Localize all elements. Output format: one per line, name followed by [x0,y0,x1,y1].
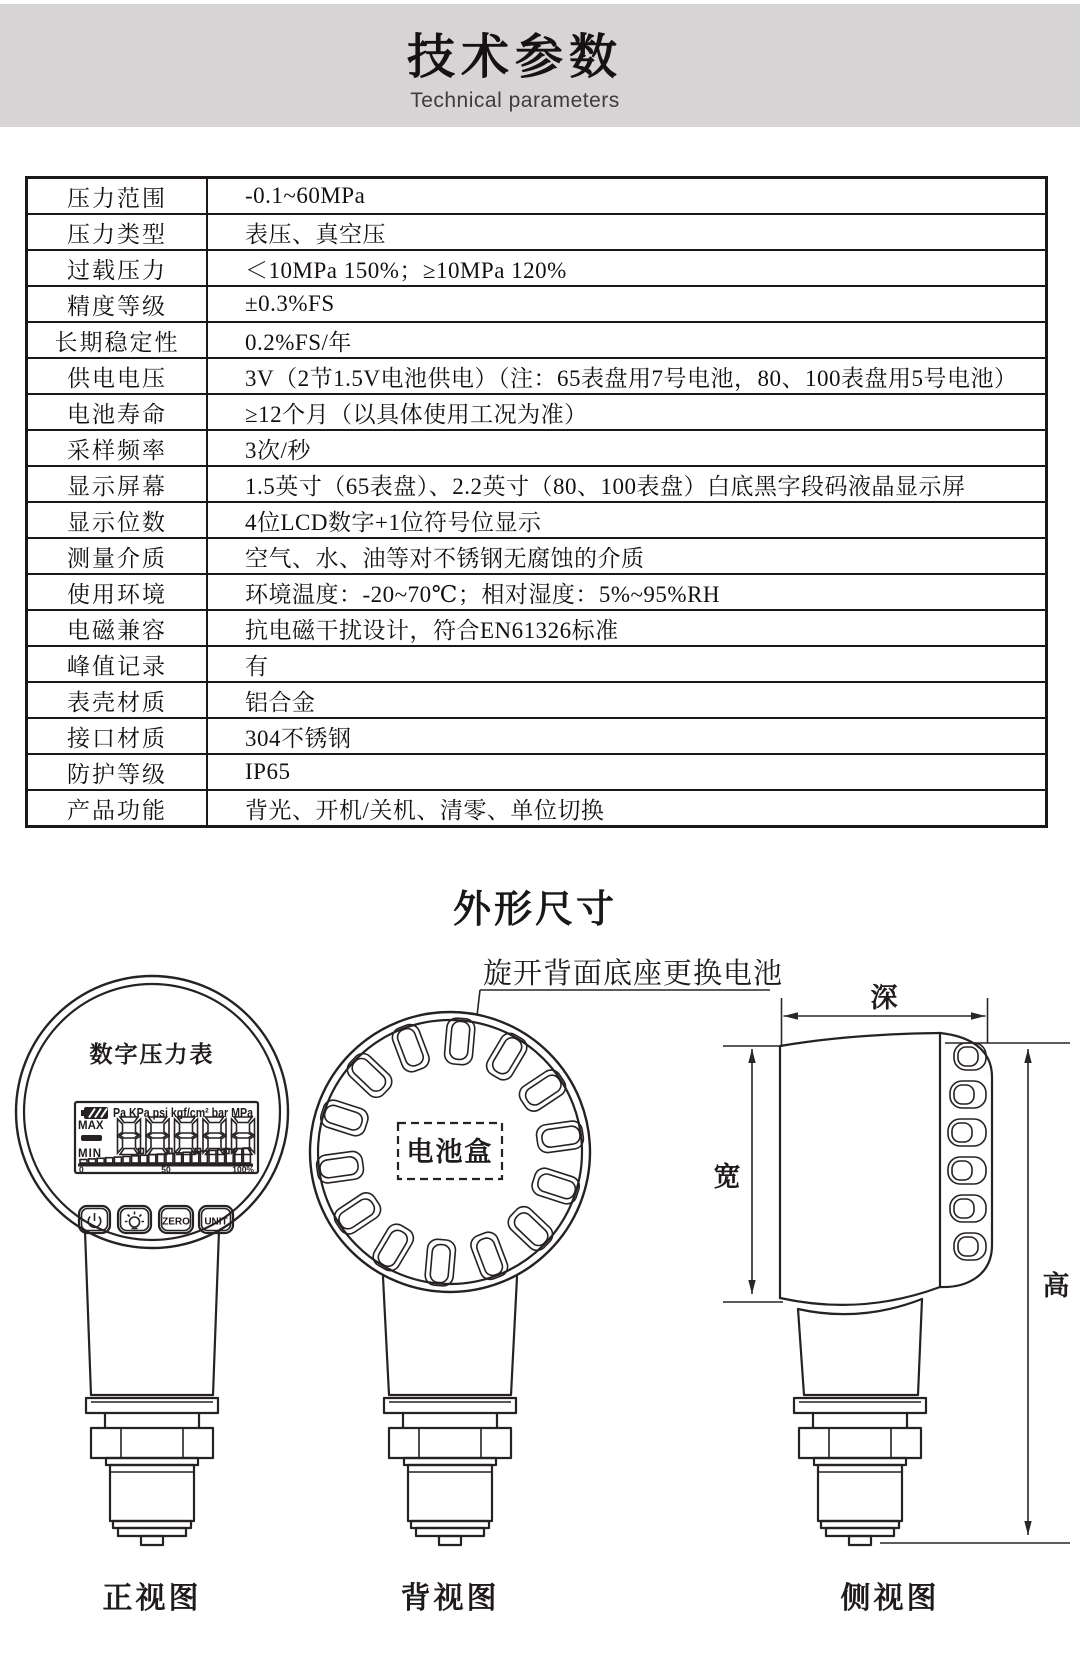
spec-row [27,646,1047,682]
spec-table [25,176,1048,828]
spec-value: ＜10MPa 150%；≥10MPa 120% [207,250,1047,286]
spec-label: 显示位数 [27,502,208,538]
spec-row [27,250,1047,286]
spec-label: 精度等级 [27,286,208,322]
spec-value: 有 [207,646,1047,682]
spec-value: ±0.3%FS [207,286,1047,322]
spec-value: 抗电磁干扰设计，符合EN61326标准 [207,610,1047,646]
spec-label: 长期稳定性 [27,322,208,358]
spec-row [27,466,1047,502]
unit-button-label: UNIT [204,1216,228,1228]
spec-value: 304不锈钢 [207,718,1047,754]
spec-row [27,790,1047,827]
spec-row [27,322,1047,358]
depth-label: 深 [870,983,898,1013]
spec-value: -0.1~60MPa [207,178,1047,215]
side-view-label: 侧视图 [840,1582,940,1615]
width-dimension [714,1046,784,1302]
spec-value: 4位LCD数字+1位符号位显示 [207,502,1047,538]
spec-label: 供电电压 [27,358,208,394]
lcd-minus-sign [81,1135,102,1141]
spec-row [27,610,1047,646]
spec-label: 过载压力 [27,250,208,286]
spec-row [27,430,1047,466]
height-dimension [880,1043,1070,1543]
spec-row [27,178,1047,215]
front-view-drawing [16,976,288,1545]
spec-value: ≥12个月（以具体使用工况为准） [207,394,1047,430]
spec-label: 电池寿命 [27,394,208,430]
spec-label: 表壳材质 [27,682,208,718]
spec-label: 压力范围 [27,178,208,215]
spec-row [27,286,1047,322]
spec-label: 峰值记录 [27,646,208,682]
lcd-scale-start: 0 [79,1164,84,1175]
page-subtitle: Technical parameters [410,89,620,112]
back-view-drawing [310,1012,590,1545]
spec-row [27,502,1047,538]
spec-value: 环境温度：-20~70℃；相对湿度：5%~95%RH [207,574,1047,610]
back-stem [384,1398,516,1545]
spec-value: 背光、开机/关机、清零、单位切换 [207,790,1047,827]
spec-label: 显示屏幕 [27,466,208,502]
spec-label: 电磁兼容 [27,610,208,646]
spec-label: 接口材质 [27,718,208,754]
spec-row [27,358,1047,394]
lcd-scale-mid: 50 [161,1164,171,1175]
page-title: 技术参数 [406,31,623,84]
battery-note: 旋开背面底座更换电池 [483,958,784,990]
spec-value: 0.2%FS/年 [207,322,1047,358]
spec-label: 采样频率 [27,430,208,466]
lcd-min-label: MIN [78,1148,103,1160]
spec-value: IP65 [207,754,1047,790]
height-label: 高 [1042,1271,1070,1301]
dial-title: 数字压力表 [89,1041,215,1067]
width-label: 宽 [713,1162,741,1192]
spec-row [27,538,1047,574]
battery-box-label: 电池盒 [406,1137,494,1167]
spec-label: 防护等级 [27,754,208,790]
spec-row [27,754,1047,790]
lcd-units: Pa KPa psi kgf/cm² bar MPa [113,1106,254,1120]
spec-row [27,682,1047,718]
spec-value: 铝合金 [207,682,1047,718]
spec-label: 产品功能 [27,790,208,827]
side-grip-ribs [948,1043,986,1260]
spec-value: 3次/秒 [207,430,1047,466]
back-view-label: 背视图 [400,1582,500,1615]
spec-row [27,214,1047,250]
dimension-drawings [0,895,1080,1660]
front-view-label: 正视图 [102,1582,202,1615]
depth-dimension [782,983,988,1047]
zero-button-label: ZERO [162,1216,190,1228]
spec-value: 1.5英寸（65表盘）、2.2英寸（80、100表盘）白底黑字段码液晶显示屏 [207,466,1047,502]
section-title-dimensions: 外形尺寸 [452,888,617,931]
side-view-drawing [714,983,1071,1545]
spec-value: 空气、水、油等对不锈钢无腐蚀的介质 [207,538,1047,574]
spec-row [27,394,1047,430]
spec-value: 3V（2节1.5V电池供电）（注：65表盘用7号电池，80、100表盘用5号电池） [207,358,1047,394]
lcd-scale-end: 100% [232,1164,254,1175]
spec-row [27,574,1047,610]
front-stem [86,1398,218,1545]
header-banner [0,4,1080,127]
spec-label: 测量介质 [27,538,208,574]
spec-label: 压力类型 [27,214,208,250]
battery-icon [81,1107,108,1119]
spec-value: 表压、真空压 [207,214,1047,250]
spec-row [27,718,1047,754]
spec-label: 使用环境 [27,574,208,610]
lcd-max-label: MAX [78,1120,104,1132]
side-stem [794,1398,926,1545]
